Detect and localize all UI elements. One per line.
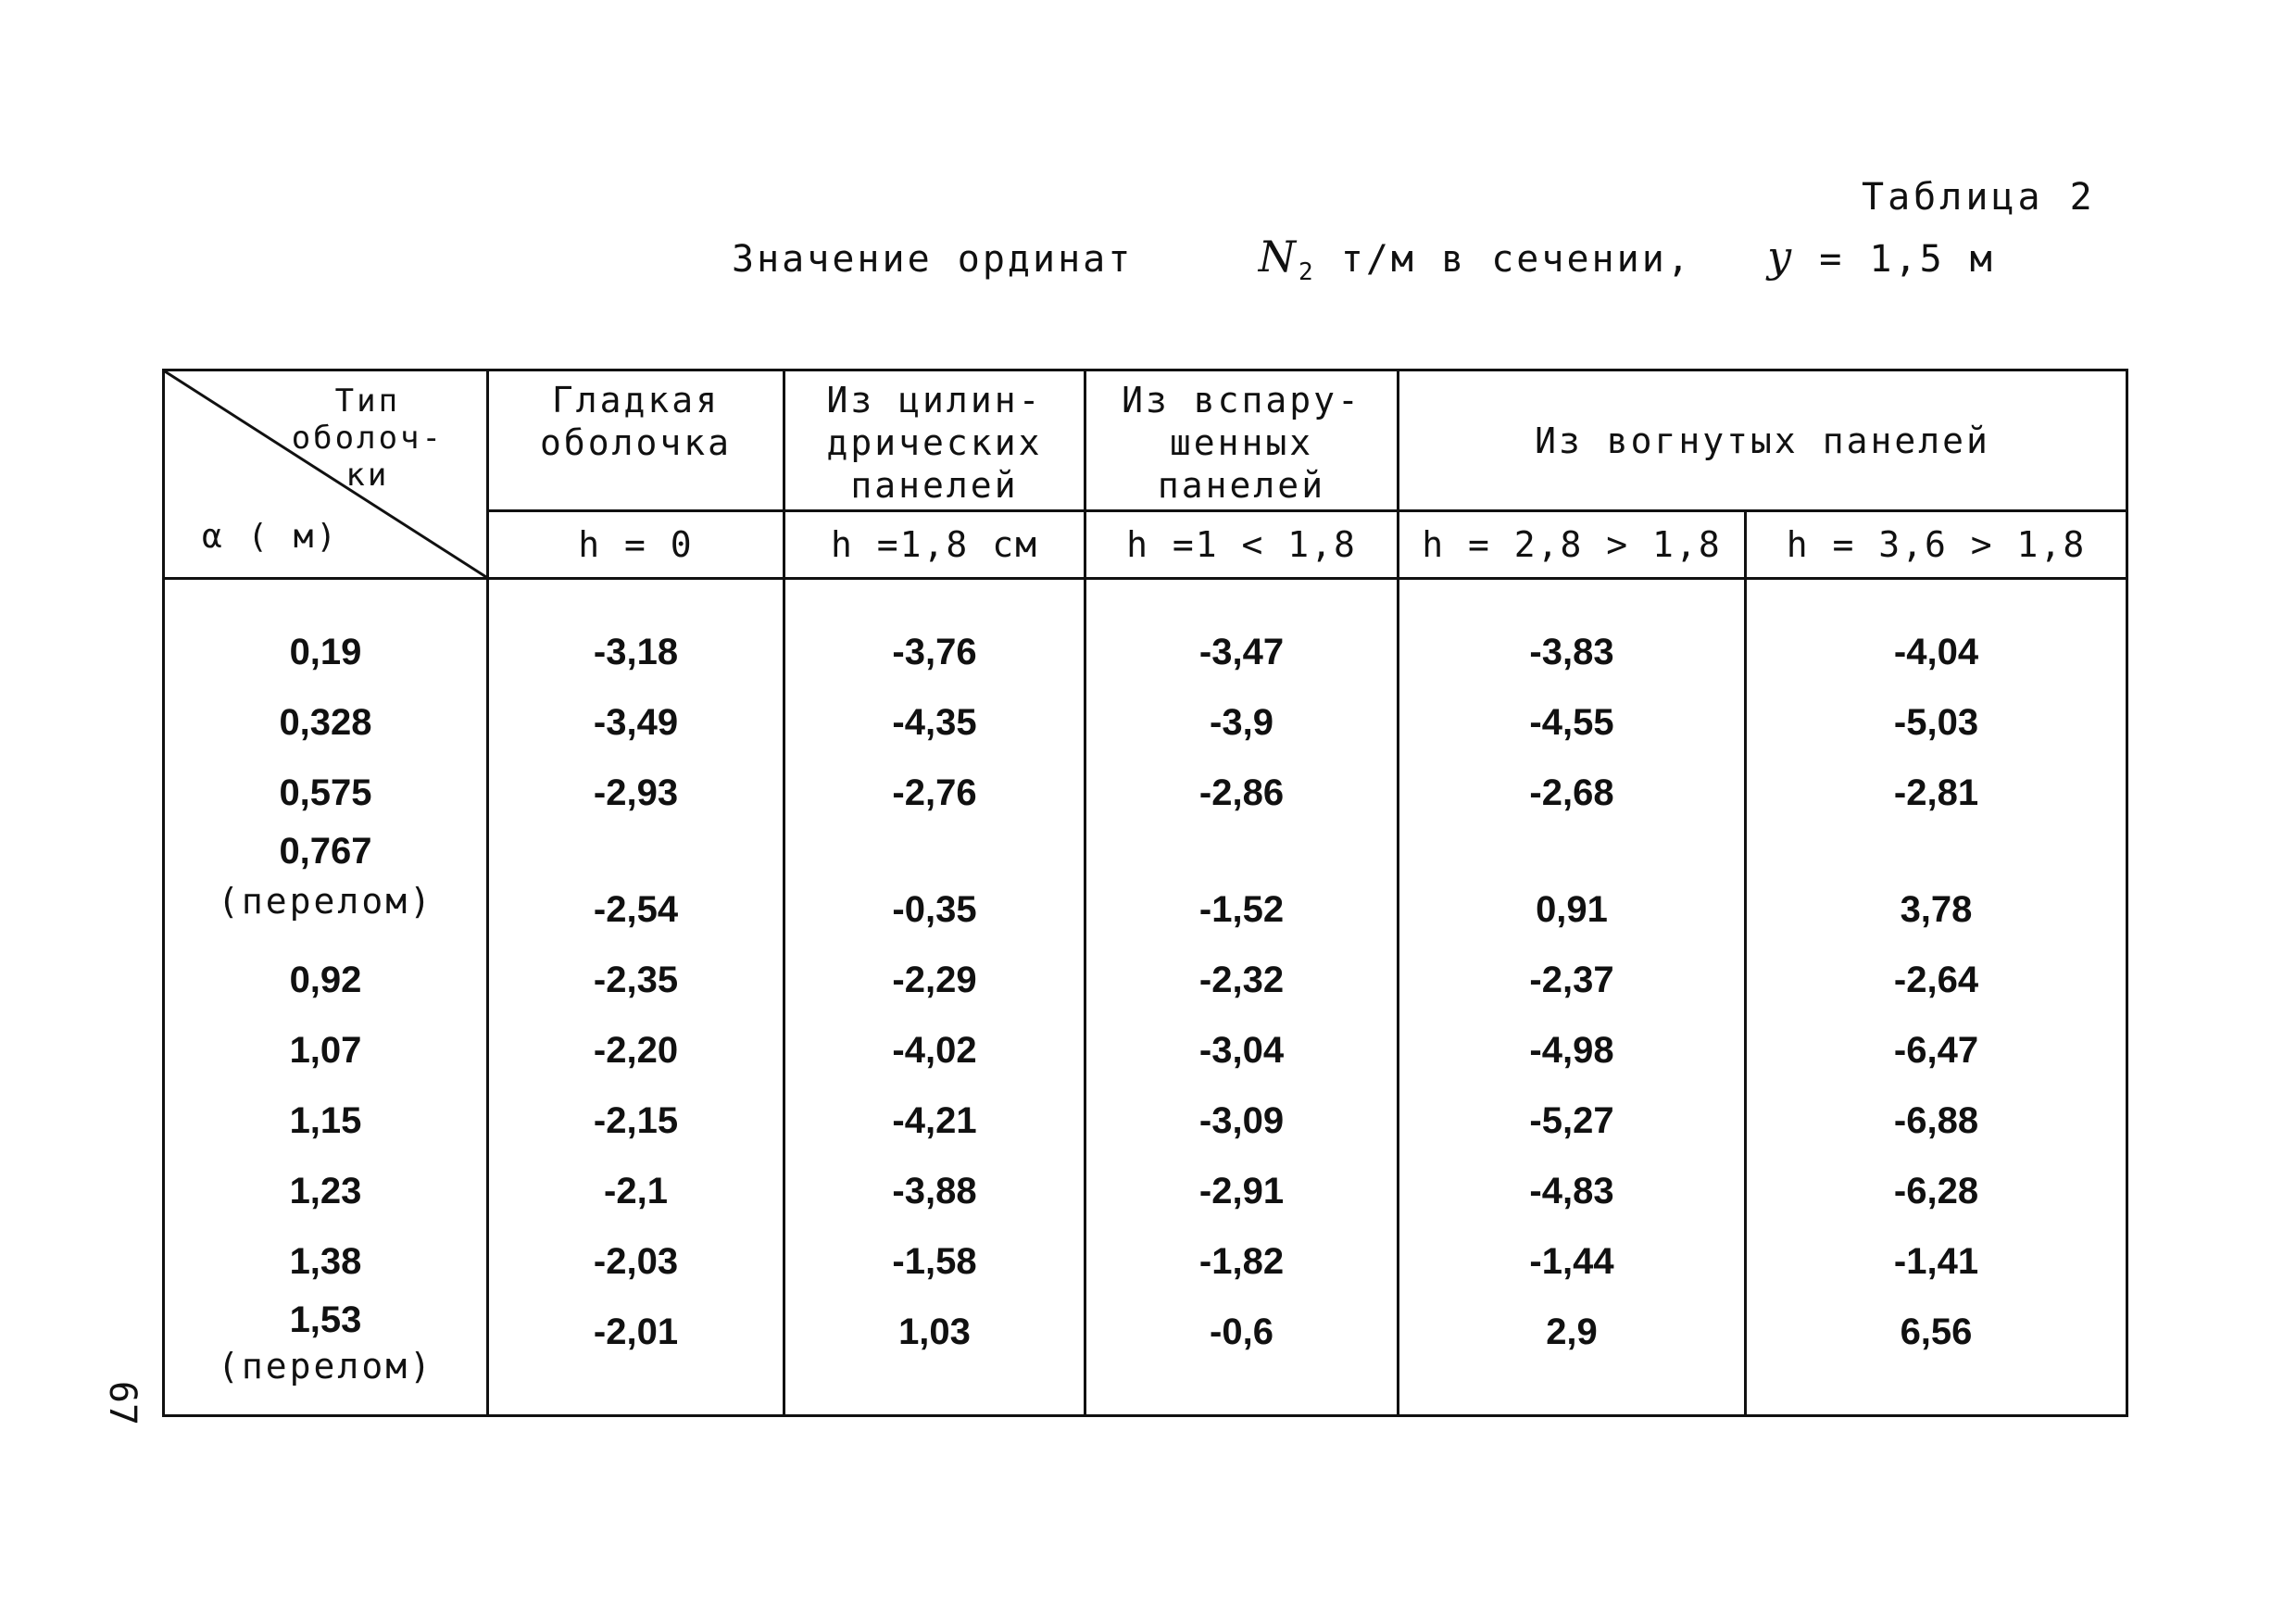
break-note: (перелом)	[218, 881, 433, 922]
values-column-concave-1	[1399, 579, 1746, 1416]
table-cell: 2,9	[1546, 1312, 1598, 1352]
table-cell: -2,54	[593, 889, 679, 930]
page-number: 67	[101, 1380, 144, 1426]
table-cell: -4,83	[1529, 1171, 1614, 1211]
table-cell: -3,88	[892, 1171, 977, 1211]
caption-symbol: N	[1258, 232, 1299, 282]
corner-top-line: оболоч-	[291, 420, 444, 457]
table-cell: -2,64	[1893, 960, 1979, 1000]
table-cell: -4,21	[892, 1100, 977, 1141]
table-cell: -2,37	[1529, 960, 1614, 1000]
table-cell: -3,83	[1529, 632, 1614, 672]
values-column-cylindrical	[784, 579, 1085, 1416]
alpha-value: 1,15	[289, 1100, 362, 1141]
col-header-line: дрических	[826, 422, 1043, 463]
col-header-raised	[1085, 370, 1399, 511]
corner-header-cell	[164, 370, 488, 579]
alpha-value: 0,767	[279, 831, 372, 872]
table-label: Таблица 2	[1862, 176, 2096, 219]
caption-value: = 1,5 м	[1819, 238, 1995, 281]
caption-variable: y	[1767, 232, 1795, 282]
table-cell: -0,35	[892, 889, 977, 930]
table-cell: -5,27	[1529, 1100, 1614, 1141]
col-header-line: Из цилин-	[826, 380, 1043, 420]
table-cell: -3,76	[892, 632, 977, 672]
table-cell: -4,04	[1893, 632, 1979, 672]
table-caption	[732, 232, 1995, 286]
alpha-column	[164, 579, 488, 1416]
table-cell: -2,1	[604, 1171, 668, 1211]
caption-subscript: 2	[1298, 258, 1316, 286]
table-cell: -2,01	[593, 1312, 679, 1352]
col-header-line: шенных	[1169, 422, 1314, 463]
alpha-value: 1,07	[289, 1030, 362, 1071]
alpha-value: 0,328	[279, 702, 372, 743]
col-header-line: Из вспару-	[1122, 380, 1361, 420]
values-column-concave-2	[1746, 579, 2127, 1416]
alpha-value: 1,23	[289, 1171, 362, 1211]
values-column-smooth	[488, 579, 784, 1416]
table-cell: -3,09	[1198, 1100, 1285, 1141]
subheader-h-raised: h =1 < 1,8	[1085, 511, 1399, 579]
caption-prefix: Значение ординат	[732, 238, 1134, 281]
table-cell: -2,86	[1198, 772, 1285, 813]
corner-bottom-label: α ( м)	[202, 518, 340, 556]
caption-suffix: т/м в сечении,	[1340, 238, 1692, 281]
col-header-line: панелей	[1157, 465, 1326, 506]
table-cell: -4,35	[892, 702, 977, 743]
table-cell: -2,81	[1893, 772, 1979, 813]
table-cell: -2,93	[593, 772, 679, 813]
col-header-line: панелей	[850, 465, 1019, 506]
col-header-concave-group: Из вогнутых панелей	[1399, 370, 2127, 511]
table-cell: -2,03	[593, 1241, 679, 1282]
alpha-value: 0,92	[289, 960, 362, 1000]
col-header-smooth	[488, 370, 784, 511]
col-header-line: Гладкая	[551, 380, 721, 420]
table-cell: -3,9	[1210, 702, 1273, 743]
subheader-h-cylindrical: h =1,8 см	[784, 511, 1085, 579]
table-cell: 6,56	[1900, 1312, 1973, 1352]
col-header-line: оболочка	[539, 422, 733, 463]
table-cell: -3,49	[593, 702, 679, 743]
table-cell: -1,41	[1893, 1241, 1979, 1282]
table-cell: -6,28	[1893, 1171, 1979, 1211]
table-cell: -2,15	[593, 1100, 679, 1141]
subheader-h-smooth: h = 0	[488, 511, 784, 579]
table-cell: -1,58	[892, 1241, 977, 1282]
table-cell: -4,98	[1529, 1030, 1614, 1071]
table-cell: -6,47	[1893, 1030, 1979, 1071]
subheader-h-concave-1: h = 2,8 > 1,8	[1399, 511, 1746, 579]
table-cell: -5,03	[1893, 702, 1979, 743]
ordinate-table	[162, 369, 2128, 1417]
table-cell: -6,88	[1893, 1100, 1979, 1141]
alpha-value: 0,19	[289, 632, 362, 672]
table-cell: -0,6	[1210, 1312, 1273, 1352]
table-cell: 3,78	[1900, 889, 1973, 930]
table-cell: -3,18	[593, 632, 679, 672]
table-cell: -2,76	[892, 772, 977, 813]
table-cell: -1,82	[1198, 1241, 1285, 1282]
alpha-value: 1,38	[289, 1241, 362, 1282]
corner-top-label	[292, 383, 444, 494]
alpha-value: 0,575	[279, 772, 372, 813]
break-note: (перелом)	[218, 1346, 433, 1387]
col-header-cylindrical	[784, 370, 1085, 511]
table-cell: -3,47	[1198, 632, 1285, 672]
alpha-value: 1,53	[289, 1299, 362, 1340]
table-cell: -2,68	[1529, 772, 1614, 813]
subheader-h-concave-2: h = 3,6 > 1,8	[1746, 511, 2127, 579]
table-cell: -2,32	[1198, 960, 1285, 1000]
corner-top-line: ки	[345, 457, 390, 494]
table-cell: -4,55	[1529, 702, 1614, 743]
table-cell: 0,91	[1536, 889, 1608, 930]
table-cell: -2,20	[593, 1030, 679, 1071]
table-cell: 1,03	[898, 1312, 971, 1352]
table-body-row	[164, 579, 2127, 1416]
table-cell: -3,04	[1198, 1030, 1285, 1071]
table-cell: -2,29	[892, 960, 977, 1000]
table-cell: -2,35	[593, 960, 679, 1000]
table-cell: -4,02	[892, 1030, 977, 1071]
table-cell: -1,52	[1198, 889, 1285, 930]
table-cell: -1,44	[1529, 1241, 1614, 1282]
table-cell: -2,91	[1198, 1171, 1285, 1211]
corner-top-line: Тип	[334, 383, 401, 420]
values-column-raised	[1085, 579, 1399, 1416]
